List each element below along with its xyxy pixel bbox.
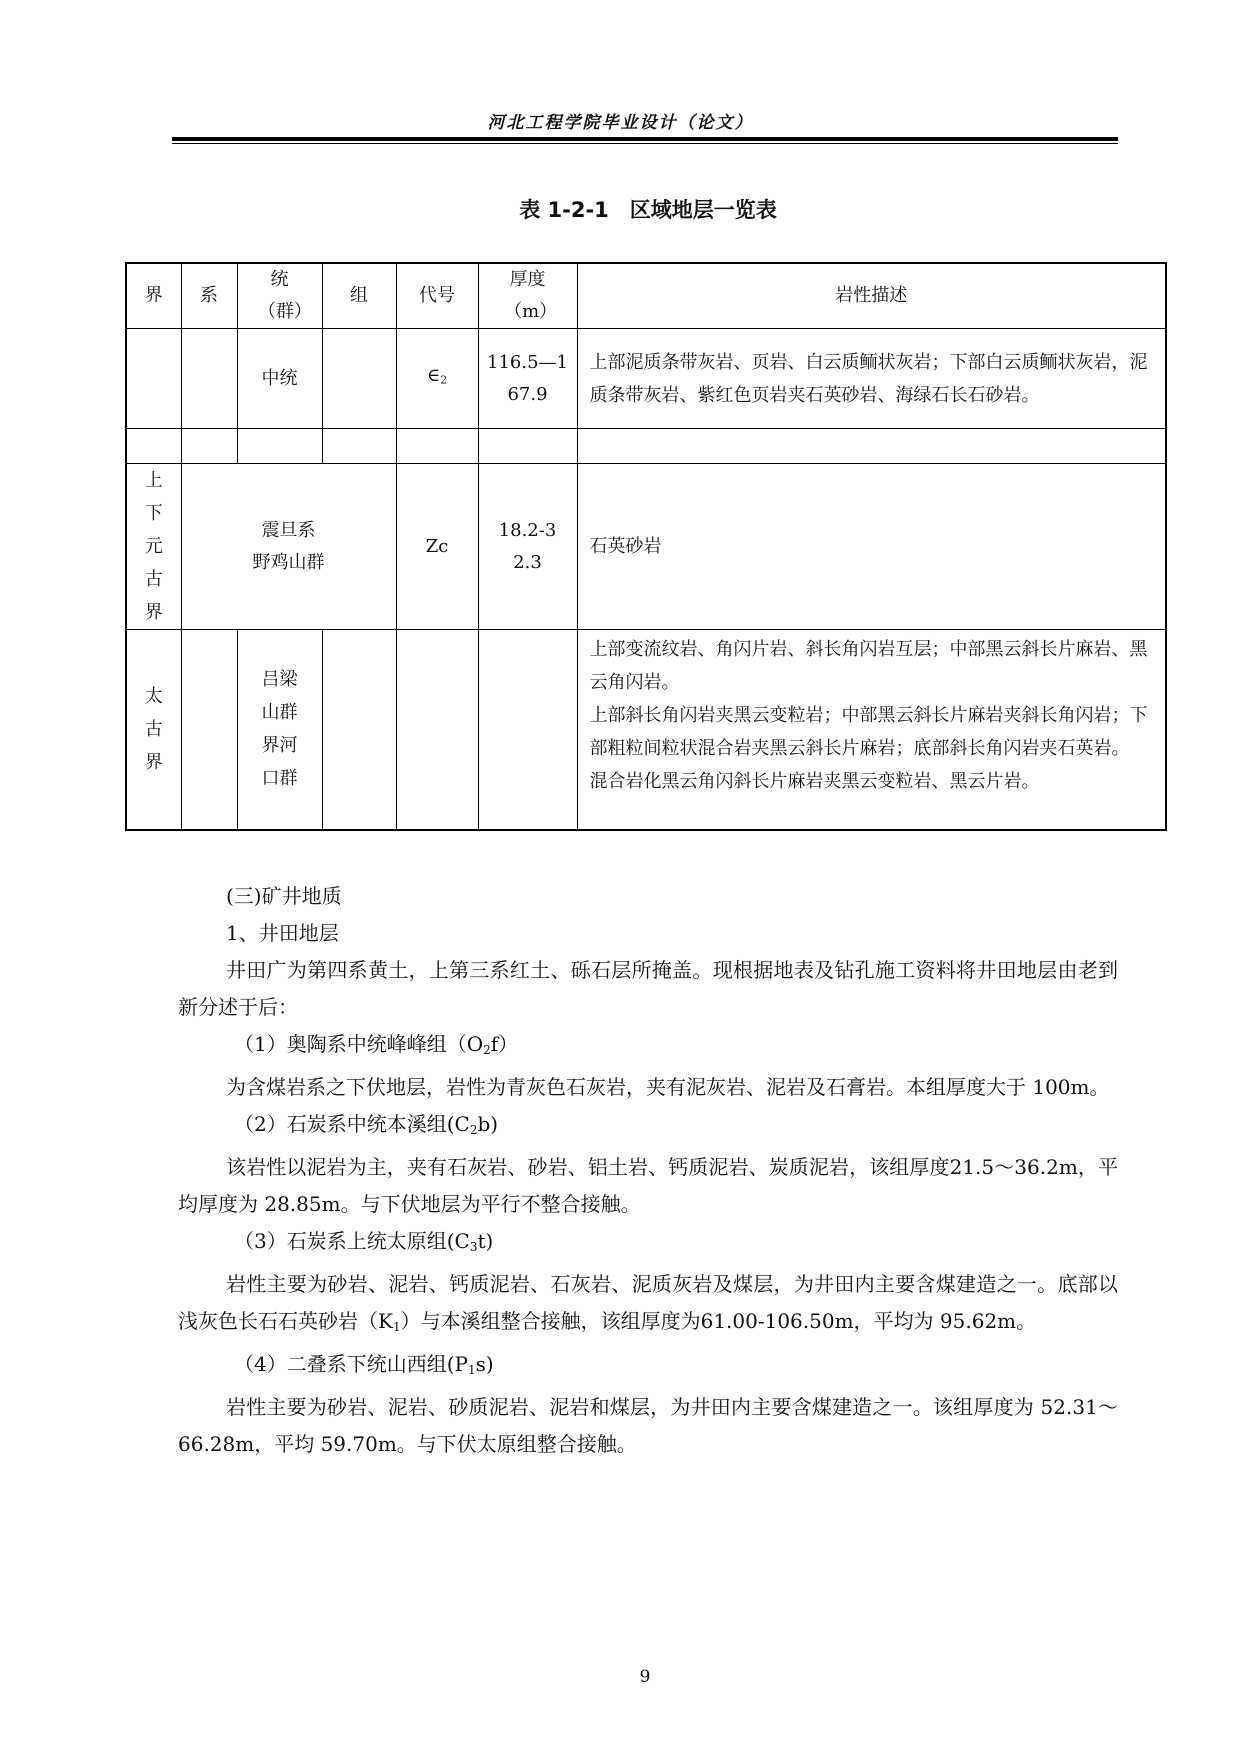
- stratum-heading: （2）石炭系中统本溪组$(C_2b)$: [234, 1112, 499, 1137]
- row3-jie: 上下元古界: [126, 464, 181, 630]
- row4-desc-2: 上部斜长角闪岩夹黑云变粒岩；中部黑云斜长片麻岩夹斜长角闪岩；下部粗粒间粒状混合岩夹黑云斜长片麻岩；底部斜长角闪岩夹石英岩。: [589, 705, 1148, 759]
- paragraph: 岩性主要为砂岩、泥岩、砂质泥岩、泥岩和煤层，为井田内主要含煤建造之一。该组厚度为 52.31～66.28m，平均 59.70m。与下伏太原组整合接触。: [178, 1395, 1118, 1456]
- row4-tong: 吕梁山群界河口群: [237, 630, 322, 830]
- subsection-heading: 1、井田地层: [226, 921, 339, 945]
- row4-description: [577, 630, 1166, 830]
- row4-desc-1: 上部变流纹岩、角闪片岩、斜长角闪岩互层；中部黑云斜长片麻岩、黑云角闪岩。: [589, 639, 1148, 693]
- paragraph: 该岩性以泥岩为主，夹有石灰岩、砂岩、铝土岩、钙质泥岩、炭质泥岩，该组厚度21.5～36.2m，平均厚度为 28.85m。与下伏地层为平行不整合接触。: [178, 1155, 1118, 1216]
- stratum-heading: （1）奥陶系中统峰峰组$(O_2f)$: [234, 1032, 519, 1057]
- header-yanxing: 岩性描述: [577, 263, 1166, 329]
- row1-thickness: 116.5—167.9: [478, 329, 577, 429]
- header-jie: 界: [126, 263, 181, 329]
- stratum-heading: （4）二叠系下统山西组$(P_1s)$: [234, 1352, 494, 1377]
- header-zu: 组: [322, 263, 396, 329]
- header-tong: 统（群）: [237, 263, 322, 329]
- row4-desc-3: 混合岩化黑云角闪斜长片麻岩夹黑云变粒岩、黑云片岩。: [589, 771, 1040, 792]
- header-daihao: 代号: [396, 263, 478, 329]
- body-text: [178, 878, 1118, 1463]
- header-xi: 系: [181, 263, 237, 329]
- row1-tong: 中统: [237, 329, 322, 429]
- row4-jie: 太古界: [126, 630, 181, 830]
- stratum-heading: （3）石炭系上统太原组$(C_3t)$: [234, 1229, 494, 1254]
- row3-xi: 震旦系 野鸡山群: [181, 464, 396, 630]
- table-caption: 表 1-2-1 区域地层一览表: [519, 198, 777, 222]
- table-row: [126, 630, 1166, 830]
- page-header-title: 河北工程学院毕业设计（论文）: [487, 113, 754, 133]
- strata-table: [125, 262, 1167, 831]
- header-rule-thick: [172, 137, 1118, 141]
- row3-description: 石英砂岩: [577, 464, 1166, 630]
- header-rule-thin: [172, 143, 1118, 144]
- table-row: [126, 464, 1166, 630]
- paragraph: 岩性主要为砂岩、泥岩、钙质泥岩、石灰岩、泥质灰岩及煤层，为井田内主要含煤建造之一。底部以浅灰色长石石英砂岩$(K_1)$与本溪组整合接触，该组厚度为61.00-106.50m，平均为 95.62m。: [178, 1272, 1118, 1334]
- row1-description: 上部泥质条带灰岩、页岩、白云质鲕状灰岩；下部白云质鲕状灰岩，泥质条带灰岩、紫红色页岩夹石英砂岩、海绿石长石砂岩。: [577, 329, 1166, 429]
- section-heading: (三)矿井地质: [226, 884, 342, 908]
- page-number: 9: [639, 1667, 651, 1687]
- table-row-empty: [126, 429, 1166, 464]
- header-houdu: 厚度（m）: [478, 263, 577, 329]
- table-header-row: [126, 263, 1166, 329]
- row3-code: Zc: [396, 464, 478, 630]
- table-row: [126, 329, 1166, 429]
- row1-code: $\in_2$: [396, 329, 478, 429]
- paragraph: 井田广为第四系黄土，上第三系红土、砾石层所掩盖。现根据地表及钻孔施工资料将井田地层由老到新分述于后：: [178, 958, 1118, 1019]
- row3-thickness: 18.2-32.3: [478, 464, 577, 630]
- paragraph: 为含煤岩系之下伏地层，岩性为青灰色石灰岩，夹有泥灰岩、泥岩及石膏岩。本组厚度大于 100m。: [226, 1075, 1110, 1099]
